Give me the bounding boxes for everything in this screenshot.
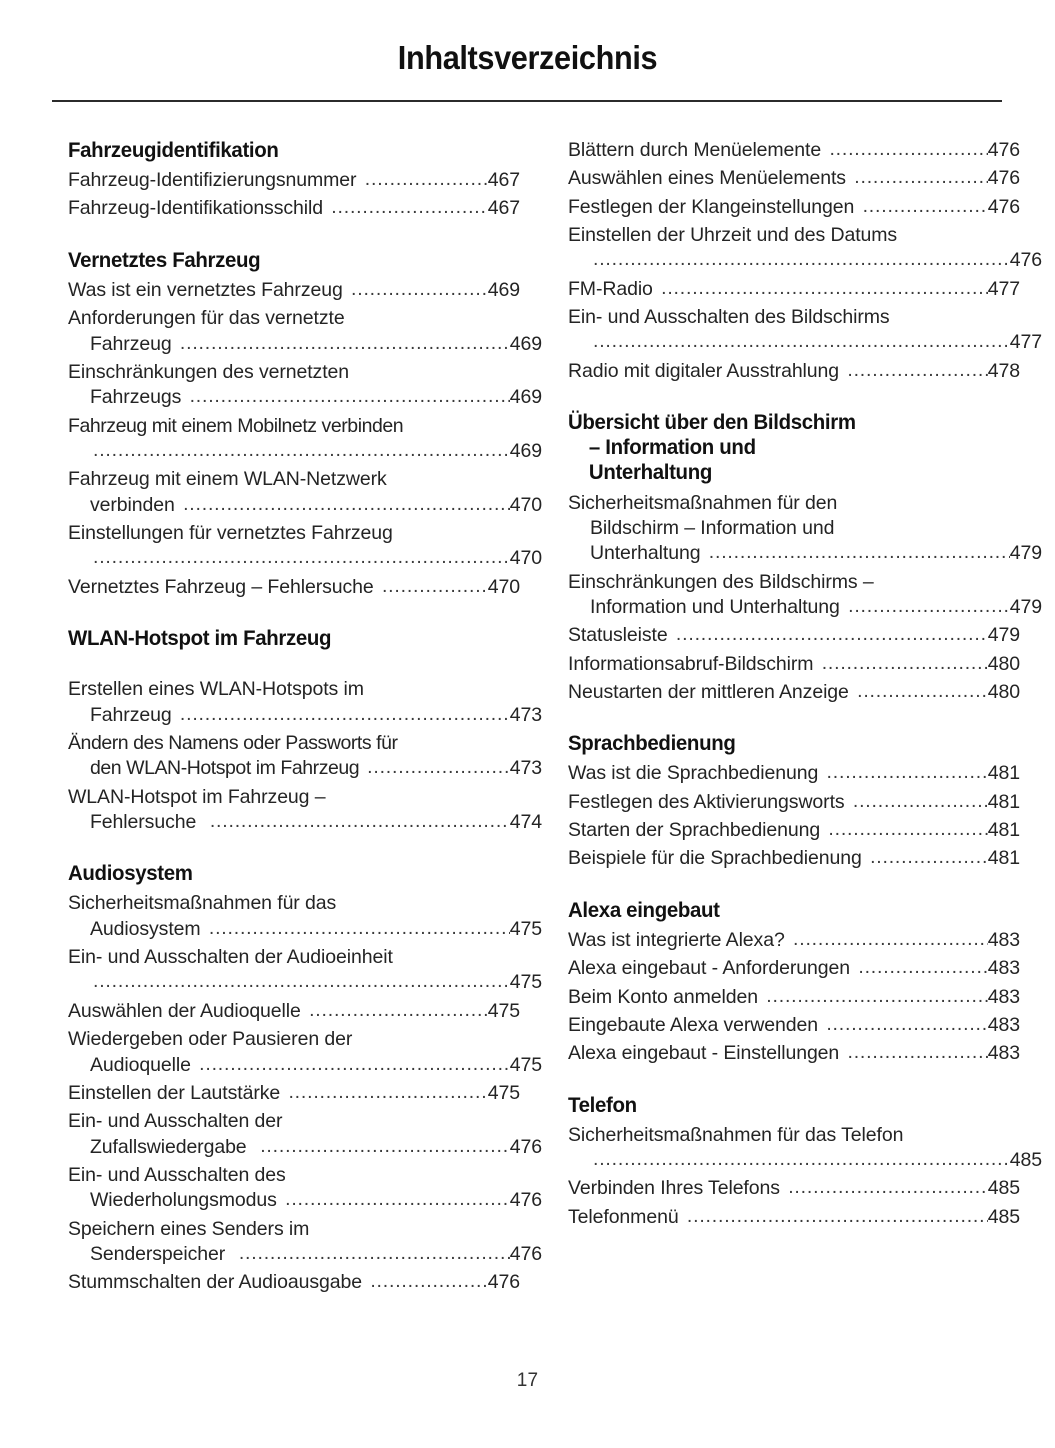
toc-entry[interactable] (68, 945, 542, 996)
dot-leader (828, 817, 987, 842)
dot-leader (848, 594, 1010, 619)
dot-leader (870, 845, 988, 870)
toc-entry-label: Einstellen der Lautstärke (68, 1081, 286, 1104)
toc-entry[interactable] (68, 1027, 542, 1078)
toc-entry-line (68, 756, 542, 781)
toc-entry-label: Fehlersuche (90, 810, 207, 833)
toc-entry-line (568, 680, 1020, 705)
page-title: Inhaltsverzeichnis (397, 39, 658, 76)
toc-entry-label: Was ist integrierte Alexa? (568, 928, 791, 951)
toc-page-number: 475 (487, 999, 520, 1022)
toc-page-number: 483 (987, 1013, 1020, 1036)
toc-entry-label: Alexa eingebaut - Einstellungen (568, 1042, 845, 1065)
toc-entry-line (68, 1217, 520, 1242)
toc-page-number: 485 (1009, 1149, 1042, 1172)
toc-page-number: 476 (509, 1135, 542, 1158)
toc-entry-line (68, 575, 520, 600)
toc-page-number: 469 (509, 332, 542, 355)
toc-entry-label: Wiedergeben oder Pausieren der (68, 1028, 353, 1051)
toc-entry-line (68, 196, 520, 221)
header-divider (52, 100, 1002, 102)
toc-entry-label: Neustarten der mittleren Anzeige (568, 680, 855, 703)
dot-leader (853, 789, 988, 814)
toc-page-number: 477 (1009, 331, 1042, 354)
toc-entry-label: Zufallswiedergabe (90, 1135, 258, 1158)
toc-page-number: 485 (987, 1177, 1020, 1200)
dot-leader (847, 358, 987, 383)
toc-entry[interactable] (568, 1041, 1020, 1066)
toc-entry[interactable] (68, 677, 542, 728)
toc-entry-line (68, 810, 542, 835)
dot-leader (661, 276, 988, 301)
toc-entry-label: Erstellen eines WLAN-Hotspots im (68, 678, 364, 701)
toc-entry-label: Unterhaltung (590, 542, 706, 565)
toc-entry-line (68, 1027, 520, 1052)
toc-entry-label: Telefonmenü (568, 1205, 684, 1228)
dot-leader (858, 955, 987, 980)
toc-entry-line (68, 521, 520, 546)
toc-entry-line (68, 677, 520, 702)
toc-entry-line (568, 1176, 1020, 1201)
toc-entry[interactable] (568, 790, 1020, 815)
toc-entry-line (568, 790, 1020, 815)
dot-leader (209, 916, 510, 941)
toc-entry-label: Verbinden Ihres Telefons (568, 1177, 786, 1200)
toc-entry[interactable] (68, 196, 520, 221)
toc-entry-line (568, 1013, 1020, 1038)
section-heading: Alexa eingebaut (568, 897, 720, 922)
toc-page-number: 469 (509, 440, 542, 463)
toc-entry-label: Fahrzeug (90, 332, 177, 355)
section-heading: Audiosystem (68, 861, 193, 886)
dot-leader (93, 545, 510, 570)
toc-entry-label: Wiederholungsmodus (90, 1189, 283, 1212)
dot-leader (382, 574, 488, 599)
toc-entry-line (568, 330, 1042, 355)
dot-leader (854, 165, 987, 190)
right-column (568, 138, 1042, 1299)
dot-leader (309, 998, 488, 1023)
toc-entry-line (68, 306, 520, 331)
toc-entry-line (568, 1205, 1020, 1230)
toc-page-number: 483 (987, 985, 1020, 1008)
toc-entry-line (568, 359, 1020, 384)
toc-entry-label: Ändern des Namens oder Passworts für (68, 731, 398, 754)
toc-entry[interactable] (568, 570, 1042, 621)
toc-page-number: 481 (987, 847, 1020, 870)
dot-leader (687, 1204, 988, 1229)
dot-leader (210, 809, 510, 834)
toc-entry-line (568, 541, 1042, 566)
section-heading: Vernetztes Fahrzeug (68, 247, 261, 272)
toc-entry-label: Ein- und Ausschalten des (68, 1163, 286, 1186)
dot-leader (593, 1147, 1010, 1172)
dot-leader (239, 1241, 510, 1266)
dot-leader (180, 331, 510, 356)
toc-entry-line (68, 1270, 520, 1295)
toc-entry-line (68, 785, 520, 810)
toc-entry-label: Einschränkungen des vernetzten (68, 361, 350, 383)
toc-section (568, 138, 1042, 384)
toc-entry-label: Senderspeicher (90, 1242, 236, 1265)
toc-entry[interactable] (568, 928, 1020, 953)
dot-leader (370, 1269, 487, 1294)
toc-entry[interactable] (68, 278, 520, 303)
dot-leader (676, 622, 988, 647)
toc-entry[interactable] (68, 731, 542, 782)
toc-entry-line (568, 166, 1020, 191)
toc-entry[interactable] (568, 623, 1020, 648)
toc-entry-line (568, 595, 1042, 620)
toc-page-number: 485 (987, 1205, 1020, 1228)
dot-leader (829, 137, 987, 162)
left-column (68, 138, 542, 1299)
dot-leader (822, 651, 988, 676)
toc-page-number: 475 (509, 1053, 542, 1076)
toc-entry[interactable] (568, 305, 1042, 356)
toc-entry-label: Was ist die Sprachbedienung (568, 762, 824, 785)
dot-leader (285, 1187, 510, 1212)
toc-entry-line (68, 1081, 520, 1106)
toc-entry-line (68, 439, 542, 464)
toc-entry-label: Festlegen des Aktivierungsworts (568, 790, 850, 813)
toc-entry[interactable] (568, 652, 1020, 677)
toc-entry[interactable] (568, 277, 1020, 302)
page-footer (0, 1370, 1055, 1392)
toc-entry-label: verbinden (90, 493, 181, 516)
toc-entry-label: Ein- und Ausschalten des Bildschirms (568, 306, 890, 329)
toc-entry-label: Vernetztes Fahrzeug – Fehlersuche (68, 575, 379, 598)
toc-entry-label: Audiosystem (90, 917, 206, 940)
toc-entry-line (568, 928, 1020, 953)
toc-entry-label: Sicherheitsmaßnahmen für den (568, 491, 838, 514)
toc-entry-line (68, 360, 520, 385)
toc-page-number: 476 (509, 1189, 542, 1212)
toc-page-number: 475 (509, 971, 542, 994)
toc-page-number: 469 (509, 386, 542, 409)
toc-entry-line (568, 138, 1020, 163)
toc-entry-line (68, 546, 542, 571)
toc-entry-label: den WLAN-Hotspot im Fahrzeug (90, 757, 365, 780)
toc-entry-line (68, 414, 520, 439)
page-number: 17 (516, 1370, 539, 1391)
toc-entry-label: Ein- und Ausschalten der Audioeinheit (68, 946, 393, 969)
toc-entry-label: Sicherheitsmaßnahmen für das Telefon (568, 1123, 904, 1146)
toc-entry-label: Beim Konto anmelden (568, 985, 764, 1008)
toc-entry-label: Fahrzeugs (90, 386, 187, 409)
toc-entry-line (68, 168, 520, 193)
toc-page-number: 476 (987, 139, 1020, 161)
toc-page-number: 478 (987, 359, 1020, 382)
toc-entry[interactable] (568, 138, 1020, 163)
toc-entry-line (68, 1242, 542, 1267)
toc-entry-label: Information und Unterhaltung (590, 595, 846, 618)
section-heading-line: Unterhaltung (588, 460, 712, 485)
toc-page-number: 473 (509, 757, 542, 780)
toc-section (568, 410, 1042, 705)
toc-entry-line (568, 623, 1020, 648)
dot-leader (593, 247, 1010, 272)
toc-page-number: 475 (487, 1081, 520, 1104)
toc-page-number: 477 (987, 277, 1020, 300)
dot-leader (788, 1175, 988, 1200)
toc-entry-label: Stummschalten der Audioausgabe (68, 1271, 368, 1294)
toc-entry-label: Einstellungen für vernetztes Fahrzeug (68, 522, 393, 545)
toc-entry-label: Festlegen der Klangeinstellungen (568, 195, 860, 218)
toc-section (68, 626, 542, 835)
toc-entry-line (568, 761, 1020, 786)
toc-entry-line (68, 385, 542, 410)
toc-entry-label: Einschränkungen des Bildschirms – (568, 570, 874, 593)
toc-page-number: 481 (987, 819, 1020, 842)
dot-leader (365, 167, 488, 192)
toc-entry[interactable] (568, 1123, 1042, 1174)
toc-entry-line (568, 195, 1020, 220)
dot-leader (848, 1040, 988, 1065)
toc-entry[interactable] (68, 521, 542, 572)
dot-leader (593, 329, 1010, 354)
dot-leader (199, 1052, 510, 1077)
toc-page-number: 481 (987, 790, 1020, 813)
section-heading: Fahrzeugidentifikation (68, 138, 279, 162)
toc-entry-line (568, 1123, 1020, 1148)
toc-entry[interactable] (568, 956, 1020, 981)
toc-entry-line (68, 1163, 520, 1188)
toc-entry-label: Sicherheitsmaßnahmen für das (68, 892, 337, 915)
toc-entry[interactable] (568, 195, 1020, 220)
toc-entry-label: Ein- und Ausschalten der (68, 1110, 283, 1133)
toc-page-number: 467 (487, 169, 520, 192)
toc-entry-line (68, 731, 520, 756)
dot-leader (827, 760, 988, 785)
toc-entry-label: Audioquelle (90, 1053, 197, 1076)
toc-entry-label: Informationsabruf-Bildschirm (568, 652, 819, 675)
toc-entry-line (568, 305, 1020, 330)
dot-leader (260, 1134, 510, 1159)
toc-entry[interactable] (68, 785, 542, 836)
toc-entry-line (68, 703, 542, 728)
toc-entry-line (68, 1135, 542, 1160)
toc-entry[interactable] (68, 414, 542, 465)
toc-entry[interactable] (568, 680, 1020, 705)
toc-entry-label: Speichern eines Senders im (68, 1217, 310, 1240)
dot-leader (793, 927, 988, 952)
toc-entry-label: Eingebaute Alexa verwenden (568, 1013, 824, 1036)
toc-entry-line (568, 277, 1020, 302)
toc-entry-line (568, 1148, 1042, 1173)
toc-entry[interactable] (568, 761, 1020, 786)
page-header (50, 40, 1005, 76)
toc-entry[interactable] (68, 360, 542, 411)
toc-entry-line (568, 516, 1042, 541)
toc-entry[interactable] (568, 818, 1020, 843)
toc-entry[interactable] (568, 1013, 1020, 1038)
toc-page-number: 467 (487, 197, 520, 220)
toc-page-number: 476 (509, 1242, 542, 1265)
toc-entry-line (568, 491, 1020, 516)
toc-page-number: 479 (1009, 542, 1042, 565)
toc-entry-label: Was ist ein vernetztes Fahrzeug (68, 278, 349, 301)
toc-entry[interactable] (68, 1163, 542, 1214)
toc-entry-line (568, 248, 1042, 273)
toc-page-number: 476 (987, 167, 1020, 190)
dot-leader (709, 540, 1010, 565)
toc-entry[interactable] (568, 985, 1020, 1010)
toc-entry[interactable] (568, 1176, 1020, 1201)
toc-entry-label: Fahrzeug mit einem WLAN-Netzwerk (68, 468, 387, 491)
section-heading-line: – Information und (588, 435, 756, 460)
toc-entry-line (568, 985, 1020, 1010)
toc-page-number: 479 (1009, 595, 1042, 618)
toc-entry-label: Beispiele für die Sprachbedienung (568, 847, 868, 870)
toc-entry[interactable] (68, 891, 542, 942)
dot-leader (857, 679, 988, 704)
toc-entry-line (68, 467, 520, 492)
toc-entry[interactable] (568, 491, 1042, 567)
toc-page-number: 476 (987, 195, 1020, 218)
toc-entry-label: Alexa eingebaut - Anforderungen (568, 957, 856, 980)
dot-leader (351, 277, 488, 302)
toc-entry-line (68, 917, 542, 942)
dot-leader (93, 969, 510, 994)
toc-section (568, 898, 1020, 1067)
toc-entry[interactable] (568, 1205, 1020, 1230)
dot-leader (93, 438, 510, 463)
toc-page-number: 483 (987, 1042, 1020, 1065)
toc-entry[interactable] (68, 999, 520, 1024)
toc-entry-label: Einstellen der Uhrzeit und des Datums (568, 224, 898, 247)
toc-entry[interactable] (68, 575, 520, 600)
toc-page-number: 470 (509, 547, 542, 570)
toc-entry[interactable] (568, 846, 1020, 871)
toc-entry-line (568, 956, 1020, 981)
toc-entry[interactable] (68, 168, 520, 193)
toc-columns (68, 138, 1042, 1299)
toc-page-number: 483 (987, 957, 1020, 980)
toc-page-number: 469 (487, 278, 520, 301)
dot-leader (183, 492, 510, 517)
toc-page-number: 476 (487, 1271, 520, 1294)
toc-entry[interactable] (68, 1270, 520, 1295)
toc-page-number: 483 (987, 928, 1020, 951)
toc-entry-label: WLAN-Hotspot im Fahrzeug – (68, 785, 326, 808)
dot-leader (766, 984, 987, 1009)
dot-leader (863, 194, 988, 219)
toc-section (568, 1092, 1042, 1231)
toc-entry-label: Fahrzeug mit einem Mobilnetz verbinden (68, 414, 404, 437)
toc-section (68, 247, 542, 600)
toc-entry-line (68, 278, 520, 303)
dot-leader (367, 755, 510, 780)
toc-entry-line (568, 1041, 1020, 1066)
section-heading: Übersicht über den Bildschirm – Information und Unterhaltung (568, 410, 1019, 485)
toc-entry-label: Blättern durch Menüelemente (568, 139, 827, 161)
toc-entry-label: Bildschirm – Information und (590, 516, 835, 539)
toc-entry-line (68, 999, 520, 1024)
toc-entry[interactable] (68, 467, 542, 518)
toc-section (68, 861, 542, 1295)
toc-page-number: 470 (487, 575, 520, 598)
toc-entry-line (68, 970, 542, 995)
dot-leader (180, 702, 510, 727)
toc-entry[interactable] (68, 1217, 542, 1268)
toc-page-number: 480 (987, 680, 1020, 703)
toc-page-number: 473 (509, 703, 542, 726)
toc-page-number: 474 (509, 810, 542, 833)
toc-entry-line (68, 1109, 520, 1134)
toc-page-number: 480 (987, 652, 1020, 675)
toc-entry-label: Fahrzeug (90, 703, 177, 726)
toc-section (568, 731, 1020, 872)
toc-entry[interactable] (68, 306, 542, 357)
toc-entry-label: Auswählen der Audioquelle (68, 999, 307, 1022)
toc-entry[interactable] (68, 1081, 520, 1106)
toc-entry-label: Auswählen eines Menüelements (568, 167, 852, 190)
section-heading: Sprachbedienung (568, 731, 736, 756)
toc-entry-label: Anforderungen für das vernetzte (68, 307, 345, 330)
dot-leader (331, 195, 487, 220)
toc-entry[interactable] (568, 166, 1020, 191)
toc-entry[interactable] (568, 359, 1020, 384)
toc-page-number: 476 (1009, 249, 1042, 272)
toc-entry-line (568, 570, 1020, 595)
toc-entry-line (568, 818, 1020, 843)
toc-entry-line (68, 1188, 542, 1213)
toc-entry-label: Fahrzeug-Identifizierungsnummer (68, 169, 362, 192)
toc-entry-line (68, 891, 520, 916)
section-heading: WLAN-Hotspot im Fahrzeug (68, 626, 332, 651)
toc-entry[interactable] (68, 1109, 542, 1160)
toc-page-number: 479 (987, 624, 1020, 647)
toc-entry-line (68, 1053, 542, 1078)
toc-entry-label: Radio mit digitaler Ausstrahlung (568, 359, 845, 382)
toc-entry-label: FM-Radio (568, 277, 659, 300)
toc-entry-line (68, 493, 542, 518)
section-heading: Telefon (568, 1092, 637, 1117)
toc-entry-label: Starten der Sprachbedienung (568, 819, 826, 842)
toc-page-number: 481 (987, 762, 1020, 785)
toc-entry-line (568, 846, 1020, 871)
toc-page-number: 470 (509, 493, 542, 516)
toc-entry-line (68, 332, 542, 357)
toc-entry[interactable] (568, 223, 1042, 274)
toc-entry-line (568, 652, 1020, 677)
toc-entry-label: Fahrzeug-Identifikationsschild (68, 197, 329, 220)
dot-leader (288, 1080, 487, 1105)
dot-leader (190, 384, 510, 409)
toc-section (68, 138, 520, 222)
toc-entry-label: Statusleiste (568, 624, 673, 647)
toc-page-number: 475 (509, 917, 542, 940)
toc-entry-line (68, 945, 520, 970)
toc-entry-line (568, 223, 1020, 248)
dot-leader (826, 1012, 987, 1037)
